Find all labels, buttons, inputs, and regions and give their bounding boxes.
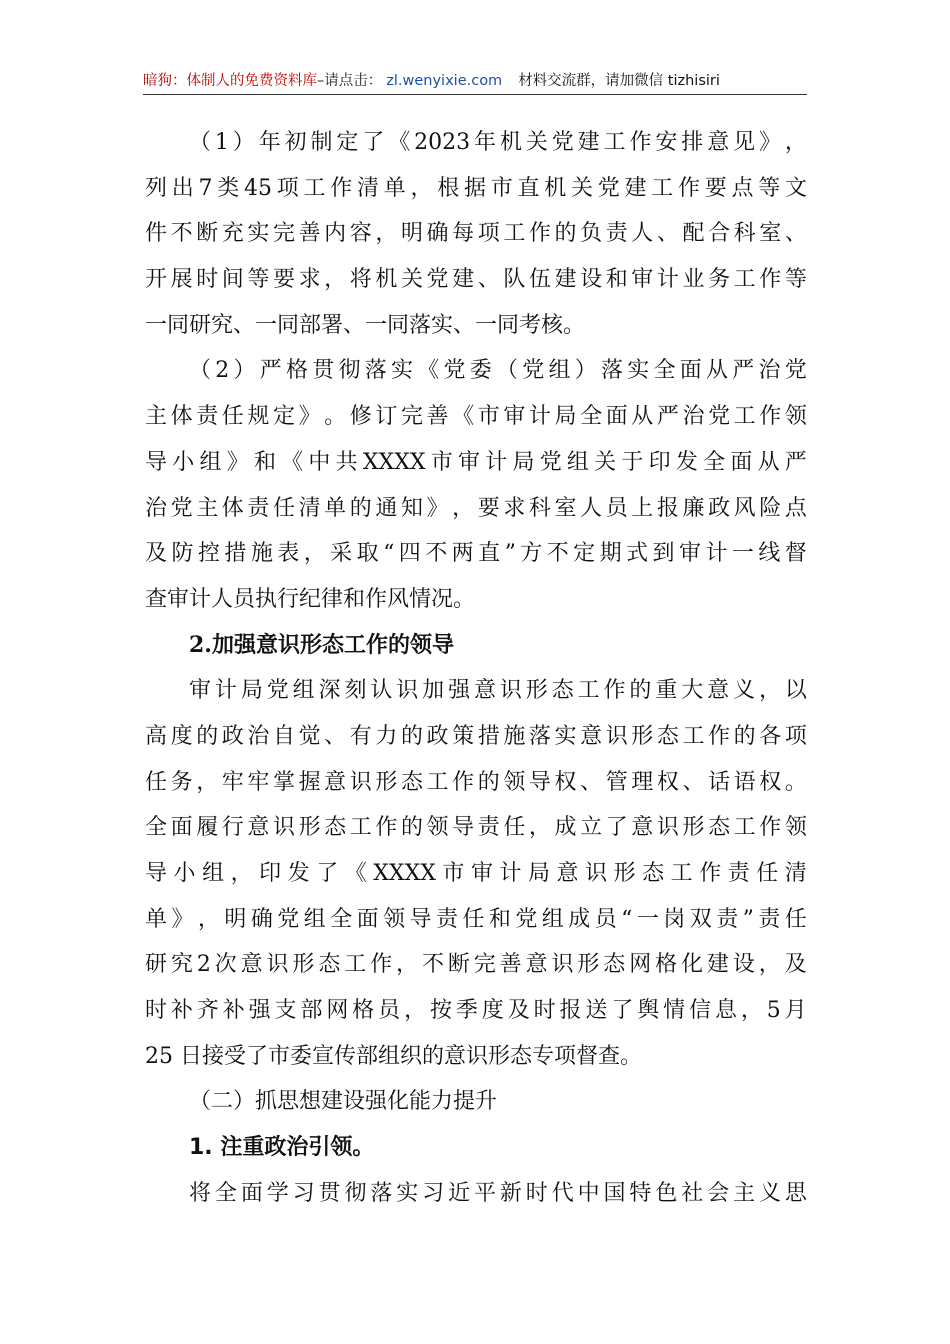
text-line — [145, 668, 807, 714]
text-line-content: 全 面 履 行 意 识 形 态 工 作 的 领 导 责 任 ， 成 立 了 意 识 形 态 工 作 领 — [145, 815, 807, 841]
text-line-content: （ 2 ） 严 格 贯 彻 落 实 《 党 委 （ 党 组 ） 落 实 全 面 从 严 治 党 — [189, 358, 807, 384]
text-line-content: 高 度 的 政 治 自 觉 、 有 力 的 政 策 措 施 落 实 意 识 形 态 工 作 的 各 项 — [145, 723, 807, 749]
text-line-content: 件 不 断 充 实 完 善 内 容 ， 明 确 每 项 工 作 的 负 责 人 、 配 合 科 室 、 — [145, 221, 807, 247]
text-line-content: 任 务 ， 牢 牢 掌 握 意 识 形 态 工 作 的 领 导 权 、 管 理 权 、 话 语 权 。 — [145, 769, 807, 795]
section-heading: （二）抓思想建设强化能力提升 — [189, 1089, 498, 1115]
section-heading: 2.加强意识形态工作的领导 — [189, 631, 454, 658]
text-line-content: 将 全 面 学 习 贯 彻 落 实 习 近 平 新 时 代 中 国 特 色 社 会 主 义 思 — [189, 1180, 807, 1206]
text-line-content: 时 补 齐 补 强 支 部 网 格 员 ， 按 季 度 及 时 报 送 了 舆 情 信 息 ， 5 月 — [145, 998, 807, 1024]
text-line — [145, 531, 807, 577]
text-line — [145, 486, 807, 532]
text-line — [145, 211, 807, 257]
text-line-content: 审 计 局 党 组 深 刻 认 识 加 强 意 识 形 态 工 作 的 重 大 意 义 ， 以 — [189, 678, 807, 704]
text-line-content: 开 展 时 间 等 要 求 ， 将 机 关 党 建 、 队 伍 建 设 和 审 计 业 务 工 作 等 — [145, 267, 807, 293]
text-line-content: 导 小 组 ， 印 发 了 《 XXXX 市 审 计 局 意 识 形 态 工 作 责 任 清 — [145, 861, 807, 886]
text-line — [145, 120, 807, 166]
text-line: 25 日接受了市委宣传部组织的意识形态专项督查。 — [145, 1043, 642, 1069]
text-line — [145, 897, 807, 943]
text-line — [145, 394, 807, 440]
text-line — [145, 166, 807, 212]
text-line — [145, 760, 807, 806]
text-line-content: 治 党 主 体 责 任 清 单 的 通 知 》 ， 要 求 科 室 人 员 上 报 廉 政 风 险 点 — [145, 495, 807, 521]
page-header — [143, 70, 808, 92]
text-line: 查审计人员执行纪律和作风情况。 — [145, 586, 476, 612]
text-line-content: 主 体 责 任 规 定 》 。 修 订 完 善 《 市 审 计 局 全 面 从 严 治 党 工 作 领 — [145, 404, 807, 430]
header-divider — [143, 94, 807, 95]
header-click-prompt: –请点击： — [317, 73, 383, 89]
text-line — [145, 942, 807, 988]
header-brand-text: 暗狗：体制人的免费资料库 — [143, 73, 317, 89]
text-line — [145, 440, 807, 486]
subsection-heading: 1. 注重政治引领。 — [189, 1135, 375, 1161]
text-line — [145, 851, 807, 897]
text-line — [145, 988, 807, 1034]
header-site-link[interactable]: zl.wenyixie.com — [386, 73, 503, 89]
text-line-content: 及 防 控 措 施 表 ， 采 取 “ 四 不 两 直 ” 方 不 定 期 式 到 审 计 一 线 督 — [145, 541, 807, 567]
text-line — [145, 714, 807, 760]
document-body — [145, 120, 807, 1217]
text-line-content: 研 究 2 次 意 识 形 态 工 作 ， 不 断 完 善 意 识 形 态 网 格 化 建 设 ， 及 — [145, 952, 807, 978]
text-line-content: 单 》 ， 明 确 党 组 全 面 领 导 责 任 和 党 组 成 员 “ 一 岗 双 责 ” 责 任 — [145, 906, 807, 932]
text-line-content: 列 出 7 类 45 项 工 作 清 单 ， 根 据 市 直 机 关 党 建 工 作 要 点 等 文 — [145, 175, 807, 201]
text-line — [145, 257, 807, 303]
text-line-content: （ 1 ） 年 初 制 定 了 《 2023 年 机 关 党 建 工 作 安 排 意 见 》 ， — [189, 130, 807, 155]
text-line — [145, 348, 807, 394]
text-line — [145, 805, 807, 851]
text-line: 一同研究、一同部署、一同落实、一同考核。 — [145, 312, 586, 338]
text-line — [145, 1171, 807, 1217]
text-line-content: 导 小 组 》 和 《 中 共 XXXX 市 审 计 局 党 组 关 于 印 发 全 面 从 严 — [145, 449, 807, 475]
header-group-note: 材料交流群，请加微信 tizhisiri — [518, 73, 720, 89]
